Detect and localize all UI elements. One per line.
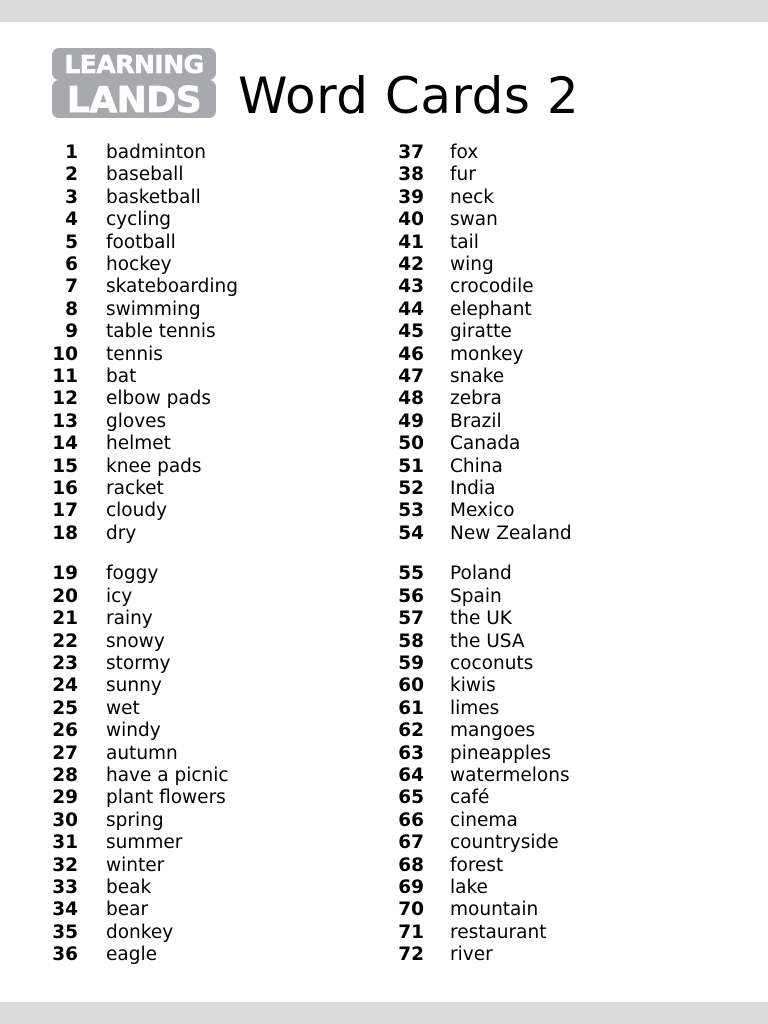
item-word: cycling bbox=[106, 209, 172, 231]
item-word: hockey bbox=[106, 254, 172, 275]
item-number: 57 bbox=[398, 608, 424, 630]
item-number: 16 bbox=[52, 478, 78, 499]
item-word: snowy bbox=[106, 630, 165, 652]
item-word: cloudy bbox=[106, 500, 168, 522]
item-word: wet bbox=[106, 697, 140, 719]
item-number: 52 bbox=[398, 478, 424, 499]
item-number: 47 bbox=[398, 366, 424, 387]
item-word: bat bbox=[106, 366, 137, 387]
item-number: 66 bbox=[398, 809, 424, 831]
item-word: river bbox=[450, 944, 493, 966]
item-word: fur bbox=[450, 164, 476, 186]
item-number: 2 bbox=[65, 164, 78, 186]
item-word: racket bbox=[106, 478, 164, 499]
item-number: 65 bbox=[398, 787, 424, 809]
page-title: Word Cards 2 bbox=[238, 67, 580, 125]
item-number: 18 bbox=[52, 522, 78, 544]
item-word: skateboarding bbox=[106, 276, 239, 298]
item-word: icy bbox=[106, 585, 133, 607]
item-number: 30 bbox=[52, 809, 78, 831]
item-word: stormy bbox=[106, 652, 171, 674]
item-word: basketball bbox=[106, 186, 201, 208]
item-number: 14 bbox=[52, 433, 78, 455]
item-word: kiwis bbox=[450, 675, 496, 697]
item-number: 8 bbox=[65, 298, 78, 320]
item-word: spring bbox=[106, 809, 164, 831]
item-word: swan bbox=[450, 209, 498, 231]
item-number: 17 bbox=[52, 500, 78, 522]
item-number: 19 bbox=[52, 563, 78, 585]
item-word: elbow pads bbox=[106, 388, 212, 410]
item-number: 46 bbox=[398, 343, 424, 365]
item-number: 29 bbox=[52, 787, 78, 809]
item-number: 4 bbox=[65, 209, 78, 231]
item-number: 12 bbox=[52, 388, 78, 410]
item-word: fox bbox=[450, 142, 479, 163]
item-number: 53 bbox=[398, 500, 424, 522]
item-number: 50 bbox=[398, 433, 424, 455]
item-word: Mexico bbox=[450, 500, 515, 522]
item-word: the USA bbox=[450, 630, 525, 652]
item-word: coconuts bbox=[450, 652, 534, 674]
item-number: 7 bbox=[65, 276, 78, 298]
item-number: 62 bbox=[398, 720, 424, 742]
item-word: monkey bbox=[450, 343, 524, 365]
item-word: neck bbox=[450, 186, 494, 208]
item-word: forest bbox=[450, 854, 504, 876]
learning-lands-logo bbox=[50, 46, 218, 118]
item-number: 15 bbox=[52, 455, 78, 477]
item-word: watermelons bbox=[450, 764, 570, 786]
item-number: 69 bbox=[398, 876, 424, 898]
item-word: bear bbox=[106, 899, 149, 921]
item-number: 13 bbox=[52, 410, 78, 432]
item-word: Brazil bbox=[450, 410, 502, 432]
item-word: Canada bbox=[450, 433, 521, 455]
item-number: 6 bbox=[65, 254, 78, 275]
item-word: countryside bbox=[450, 832, 559, 854]
item-number: 41 bbox=[398, 231, 424, 253]
item-word: sunny bbox=[106, 675, 162, 697]
item-number: 31 bbox=[52, 832, 78, 854]
item-word: giratte bbox=[450, 321, 512, 343]
item-number: 23 bbox=[52, 652, 78, 674]
svg-text:LEARNING: LEARNING bbox=[64, 50, 204, 79]
item-word: table tennis bbox=[106, 321, 216, 343]
item-word: wing bbox=[450, 254, 494, 275]
item-word: mountain bbox=[450, 899, 539, 921]
item-word: helmet bbox=[106, 433, 171, 455]
item-word: the UK bbox=[450, 608, 512, 630]
item-number: 20 bbox=[52, 585, 78, 607]
item-word: lake bbox=[450, 876, 488, 898]
item-number: 34 bbox=[52, 899, 78, 921]
item-number: 64 bbox=[398, 764, 424, 786]
item-word: snake bbox=[450, 366, 505, 387]
item-number: 43 bbox=[398, 276, 424, 298]
item-number: 26 bbox=[52, 720, 78, 742]
item-word: summer bbox=[106, 832, 183, 854]
item-number: 44 bbox=[398, 298, 424, 320]
item-word: donkey bbox=[106, 921, 174, 943]
item-number: 3 bbox=[65, 186, 78, 208]
item-word: pineapples bbox=[450, 742, 551, 764]
item-number: 70 bbox=[398, 899, 424, 921]
item-number: 72 bbox=[398, 944, 424, 966]
item-word: gloves bbox=[106, 410, 167, 432]
item-word: eagle bbox=[106, 944, 157, 966]
item-number: 67 bbox=[398, 832, 424, 854]
item-word: restaurant bbox=[450, 921, 547, 943]
item-number: 9 bbox=[65, 321, 78, 343]
item-word: plant flowers bbox=[106, 787, 226, 809]
item-number: 60 bbox=[398, 675, 424, 697]
item-word: limes bbox=[450, 697, 500, 719]
item-number: 51 bbox=[398, 455, 424, 477]
item-word: tail bbox=[450, 231, 479, 253]
item-number: 25 bbox=[52, 697, 78, 719]
item-word: India bbox=[450, 478, 496, 499]
item-word: foggy bbox=[106, 563, 159, 585]
item-number: 37 bbox=[398, 142, 424, 163]
item-number: 28 bbox=[52, 764, 78, 786]
item-number: 24 bbox=[52, 675, 78, 697]
item-word: football bbox=[106, 231, 176, 253]
item-number: 58 bbox=[398, 630, 424, 652]
item-number: 45 bbox=[398, 321, 424, 343]
item-word: knee pads bbox=[106, 455, 202, 477]
item-word: Spain bbox=[450, 585, 502, 607]
item-number: 39 bbox=[398, 186, 424, 208]
item-number: 32 bbox=[52, 854, 78, 876]
item-number: 36 bbox=[52, 944, 78, 966]
item-word: mangoes bbox=[450, 720, 536, 742]
item-number: 5 bbox=[65, 231, 78, 253]
item-word: windy bbox=[106, 720, 161, 742]
item-number: 27 bbox=[52, 742, 78, 764]
item-word: badminton bbox=[106, 142, 207, 163]
item-number: 42 bbox=[398, 254, 424, 275]
item-number: 35 bbox=[52, 921, 78, 943]
item-word: café bbox=[450, 787, 490, 809]
item-word: have a picnic bbox=[106, 764, 229, 786]
item-number: 38 bbox=[398, 164, 424, 186]
item-number: 48 bbox=[398, 388, 424, 410]
item-number: 63 bbox=[398, 742, 424, 764]
item-number: 59 bbox=[398, 652, 424, 674]
item-number: 40 bbox=[398, 209, 424, 231]
item-word: crocodile bbox=[450, 276, 534, 298]
item-number: 49 bbox=[398, 410, 424, 432]
item-number: 54 bbox=[398, 522, 424, 544]
item-word: swimming bbox=[106, 298, 201, 320]
item-word: beak bbox=[106, 876, 152, 898]
item-word: New Zealand bbox=[450, 522, 572, 544]
item-word: winter bbox=[106, 854, 165, 876]
item-number: 11 bbox=[52, 366, 78, 387]
item-word: cinema bbox=[450, 809, 518, 831]
item-number: 61 bbox=[398, 697, 424, 719]
item-word: China bbox=[450, 455, 503, 477]
item-number: 10 bbox=[52, 343, 78, 365]
item-number: 71 bbox=[398, 921, 424, 943]
item-number: 55 bbox=[398, 563, 424, 585]
item-number: 21 bbox=[52, 608, 78, 630]
item-word: rainy bbox=[106, 608, 153, 630]
item-word: Poland bbox=[450, 563, 512, 585]
item-number: 1 bbox=[65, 142, 78, 163]
item-word: dry bbox=[106, 522, 137, 544]
item-word: tennis bbox=[106, 343, 163, 365]
item-number: 33 bbox=[52, 876, 78, 898]
item-word: elephant bbox=[450, 298, 532, 320]
item-number: 22 bbox=[52, 630, 78, 652]
worksheet-page bbox=[0, 22, 768, 1002]
item-number: 68 bbox=[398, 854, 424, 876]
item-number: 56 bbox=[398, 585, 424, 607]
item-word: zebra bbox=[450, 388, 502, 410]
item-word: baseball bbox=[106, 164, 184, 186]
item-word: autumn bbox=[106, 742, 178, 764]
svg-text:LANDS: LANDS bbox=[66, 80, 202, 118]
